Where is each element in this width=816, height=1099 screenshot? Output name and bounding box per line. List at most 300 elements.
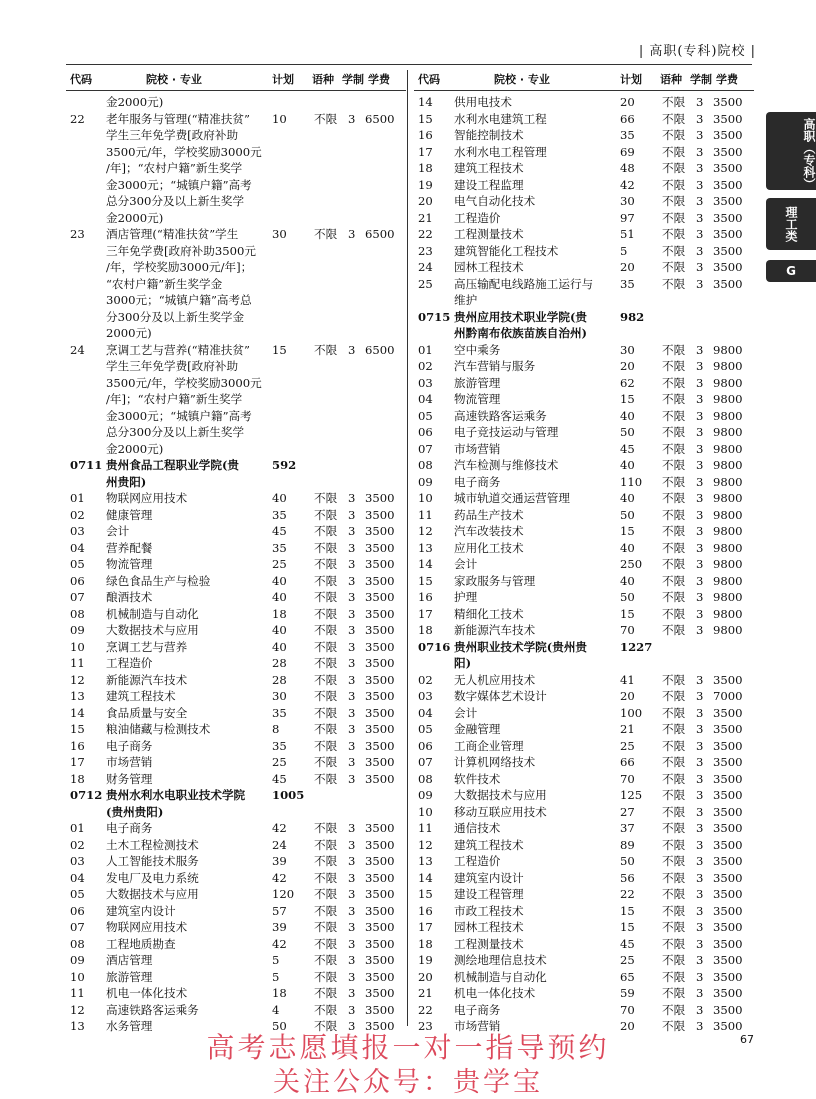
row-fee: 3500: [713, 738, 743, 753]
row-years: 3: [348, 755, 356, 769]
row-fee: 3500: [365, 755, 395, 769]
row-code: 02: [70, 837, 85, 852]
row-fee: 3500: [713, 227, 743, 241]
row-fee: 3500: [365, 540, 395, 555]
row-fee: 9800: [713, 458, 743, 472]
row-fee: 3500: [713, 821, 743, 835]
school-row: [414, 325, 754, 342]
row-code: 10: [70, 969, 85, 984]
row-code: 09: [418, 474, 433, 489]
row-code: 16: [418, 903, 433, 918]
row-lang: 不限: [662, 788, 686, 802]
row-name: 数字媒体艺术设计: [454, 689, 547, 703]
row-years: 3: [696, 243, 704, 258]
row-fee: 3500: [713, 210, 743, 225]
row-plan: 4: [272, 1002, 280, 1017]
row-name: 智能控制技术: [454, 128, 524, 142]
row-plan: 1005: [272, 788, 305, 802]
row-code: 14: [418, 95, 433, 109]
row-plan: 40: [272, 573, 287, 588]
row-lang: 不限: [314, 557, 338, 571]
row-plan: 40: [272, 623, 287, 637]
row-name: 物联网应用技术: [106, 920, 188, 934]
row-code: 17: [418, 606, 433, 621]
row-years: 3: [348, 705, 356, 720]
table-row: [66, 325, 406, 342]
row-code: 09: [418, 788, 433, 802]
row-name: 金2000元): [106, 95, 164, 109]
row-name: 市场营销: [106, 755, 153, 769]
row-years: 3: [696, 375, 704, 390]
row-lang: 不限: [314, 936, 338, 951]
row-plan: 250: [620, 557, 643, 571]
row-plan: 10: [272, 111, 287, 126]
row-code: 03: [70, 524, 85, 538]
row-lang: 不限: [662, 359, 686, 373]
header-years: 学制: [342, 73, 364, 86]
row-name: 州贵阳): [106, 474, 147, 489]
row-code: 22: [418, 227, 433, 241]
table-row: [414, 226, 754, 243]
header-code: 代码: [418, 73, 440, 86]
row-plan: 35: [272, 507, 287, 522]
row-lang: 不限: [314, 689, 338, 703]
row-name: 高压输配电线路施工运行与: [454, 276, 594, 291]
table-row: [66, 771, 406, 788]
row-name: 酒店管理(“精准扶贫”学生: [106, 227, 239, 241]
row-code: 23: [418, 1019, 433, 1033]
row-years: 3: [696, 623, 704, 637]
header-plan: 计划: [620, 73, 642, 86]
row-code: 01: [70, 491, 85, 505]
row-plan: 20: [620, 260, 635, 274]
row-years: 3: [696, 1002, 704, 1017]
row-fee: 9800: [713, 408, 743, 423]
table-row: [66, 441, 406, 458]
row-years: 3: [348, 969, 356, 984]
table-row: [66, 507, 406, 524]
row-plan: 45: [272, 524, 287, 538]
row-fee: 9800: [713, 375, 743, 390]
row-fee: 9800: [713, 623, 743, 637]
row-name: 通信技术: [454, 821, 501, 835]
row-fee: 3500: [365, 903, 395, 918]
row-years: 3: [696, 441, 704, 456]
header-lang: 语种: [660, 73, 682, 86]
row-code: 02: [418, 672, 433, 687]
right-column-header: [414, 70, 754, 90]
row-plan: 50: [620, 590, 635, 604]
table-row: [66, 342, 406, 359]
table-row: [66, 919, 406, 936]
row-name: 3000元；“城镇户籍”高考总: [106, 293, 252, 307]
row-plan: 120: [272, 887, 295, 901]
row-years: 3: [348, 573, 356, 588]
table-row: [414, 94, 754, 111]
header-years: 学制: [690, 73, 712, 86]
row-code: 16: [70, 738, 85, 753]
row-name: 金融管理: [454, 722, 501, 736]
row-code: 11: [70, 656, 85, 670]
row-fee: 9800: [713, 524, 743, 538]
row-code: 11: [418, 507, 433, 522]
row-lang: 不限: [662, 986, 686, 1000]
row-lang: 不限: [662, 260, 686, 274]
row-fee: 3500: [713, 887, 743, 901]
row-years: 3: [696, 408, 704, 423]
row-plan: 50: [620, 507, 635, 522]
row-fee: 9800: [713, 425, 743, 439]
row-name: 药品生产技术: [454, 507, 524, 522]
table-row: [66, 358, 406, 375]
row-name: 烹调工艺与营养(“精准扶贫”: [106, 342, 250, 357]
row-name: 机电一体化技术: [454, 986, 536, 1000]
row-years: 3: [348, 986, 356, 1000]
row-years: 3: [696, 524, 704, 538]
watermark-line-1: 高考志愿填报一对一指导预约: [206, 1031, 610, 1064]
row-name: 电子商务: [454, 1002, 501, 1017]
table-row: [414, 837, 754, 854]
row-code: 08: [70, 606, 85, 621]
row-plan: 22: [620, 887, 635, 901]
header-code: 代码: [70, 73, 92, 86]
row-code: 20: [418, 969, 433, 984]
row-plan: 20: [620, 359, 635, 373]
row-years: 3: [696, 887, 704, 901]
row-plan: 1227: [620, 639, 653, 654]
row-name: 机械制造与自动化: [454, 969, 547, 984]
row-years: 3: [696, 738, 704, 753]
row-name: 空中乘务: [454, 342, 501, 357]
row-code: 03: [418, 375, 433, 390]
row-lang: 不限: [314, 854, 338, 868]
row-lang: 不限: [662, 441, 686, 456]
row-name: (贵州贵阳): [106, 804, 164, 819]
header-lang: 语种: [312, 73, 334, 86]
row-name: 机电一体化技术: [106, 986, 188, 1000]
row-plan: 56: [620, 870, 635, 885]
row-plan: 50: [620, 425, 635, 439]
row-plan: 50: [272, 1019, 287, 1033]
row-plan: 50: [620, 854, 635, 868]
row-plan: 40: [620, 458, 635, 472]
row-plan: 35: [272, 540, 287, 555]
row-lang: 不限: [314, 837, 338, 852]
row-name: 金2000元): [106, 210, 164, 225]
row-lang: 不限: [662, 837, 686, 852]
row-plan: 40: [620, 408, 635, 423]
row-fee: 7000: [713, 689, 743, 703]
table-row: [414, 903, 754, 920]
row-fee: 3500: [365, 672, 395, 687]
table-row: [66, 391, 406, 408]
row-lang: 不限: [662, 227, 686, 241]
row-lang: 不限: [662, 524, 686, 538]
row-code: 08: [70, 936, 85, 951]
table-row: [414, 672, 754, 689]
row-fee: 3500: [713, 969, 743, 984]
row-fee: 9800: [713, 491, 743, 505]
row-years: 3: [348, 557, 356, 571]
row-fee: 3500: [365, 870, 395, 885]
table-row: [414, 969, 754, 986]
row-name: 建筑室内设计: [106, 903, 176, 918]
row-code: 05: [418, 722, 433, 736]
row-lang: 不限: [314, 590, 338, 604]
row-fee: 3500: [713, 788, 743, 802]
row-name: 建筑工程技术: [454, 161, 524, 175]
row-plan: 28: [272, 672, 287, 687]
row-code: 18: [418, 161, 433, 175]
row-name: 金2000元): [106, 441, 164, 456]
table-row: [414, 606, 754, 623]
row-name: 大数据技术与应用: [106, 623, 199, 637]
row-years: 3: [348, 738, 356, 753]
row-plan: 51: [620, 227, 635, 241]
row-plan: 125: [620, 788, 643, 802]
row-code: 23: [418, 243, 433, 258]
row-name: 3500元/年，学校奖励3000元: [106, 144, 262, 159]
row-name: /年，学校奖励3000元/年]；: [106, 260, 253, 274]
row-name: 建设工程监理: [454, 177, 524, 192]
table-row: [66, 886, 406, 903]
row-plan: 100: [620, 705, 643, 720]
row-lang: 不限: [662, 474, 686, 489]
row-plan: 110: [620, 474, 643, 489]
row-name: 贵州职业技术学院(贵州贵: [454, 639, 588, 654]
row-name: 移动互联应用技术: [454, 804, 547, 819]
row-fee: 3500: [365, 590, 395, 604]
row-code: 06: [418, 738, 433, 753]
row-code: 12: [418, 524, 433, 538]
row-name: 建筑工程技术: [454, 837, 524, 852]
row-plan: 40: [620, 573, 635, 588]
row-years: 3: [348, 771, 356, 786]
row-code: 13: [70, 689, 85, 703]
row-code: 19: [418, 953, 433, 967]
row-name: 高速铁路客运乘务: [454, 408, 547, 423]
row-years: 3: [696, 161, 704, 175]
row-name: 贵州水利水电职业技术学院: [106, 788, 246, 802]
row-years: 3: [696, 111, 704, 126]
row-name: 食品质量与安全: [106, 705, 188, 720]
row-code: 16: [418, 128, 433, 142]
row-lang: 不限: [662, 606, 686, 621]
row-years: 3: [696, 458, 704, 472]
row-fee: 9800: [713, 441, 743, 456]
row-lang: 不限: [314, 953, 338, 967]
row-code: 18: [418, 936, 433, 951]
row-fee: 9800: [713, 342, 743, 357]
row-plan: 21: [620, 722, 635, 736]
row-name: 大数据技术与应用: [106, 887, 199, 901]
row-code: 09: [70, 623, 85, 637]
row-fee: 6500: [365, 227, 395, 241]
row-name: 分300分及以上新生奖学金: [106, 309, 245, 324]
table-row: [66, 556, 406, 573]
row-name: 新能源汽车技术: [454, 623, 536, 637]
row-code: 03: [418, 689, 433, 703]
row-code: 02: [418, 359, 433, 373]
row-lang: 不限: [314, 771, 338, 786]
row-plan: 15: [620, 524, 635, 538]
row-fee: 9800: [713, 359, 743, 373]
row-years: 3: [696, 260, 704, 274]
table-row: [414, 738, 754, 755]
row-lang: 不限: [314, 1002, 338, 1017]
row-name: 会计: [106, 524, 130, 538]
row-years: 3: [348, 524, 356, 538]
row-plan: 25: [272, 557, 287, 571]
table-row: [414, 507, 754, 524]
row-fee: 3500: [365, 623, 395, 637]
row-plan: 97: [620, 210, 635, 225]
row-fee: 3500: [713, 243, 743, 258]
row-name: 营养配餐: [106, 540, 153, 555]
table-row: [66, 952, 406, 969]
row-lang: 不限: [662, 755, 686, 769]
row-years: 3: [348, 870, 356, 885]
row-name: 老年服务与管理(“精准扶贫”: [106, 111, 250, 126]
table-row: [66, 127, 406, 144]
row-years: 3: [348, 639, 356, 654]
row-name: 汽车检测与维修技术: [454, 458, 559, 472]
row-name: 阳): [454, 656, 472, 670]
table-row: [66, 903, 406, 920]
row-lang: 不限: [662, 573, 686, 588]
row-code: 0716: [418, 639, 451, 654]
row-fee: 3500: [365, 887, 395, 901]
row-plan: 70: [620, 771, 635, 786]
row-years: 3: [696, 557, 704, 571]
row-name: 工程测量技术: [454, 936, 524, 951]
row-plan: 66: [620, 111, 635, 126]
row-fee: 3500: [713, 755, 743, 769]
row-plan: 69: [620, 144, 635, 159]
row-fee: 3500: [365, 524, 395, 538]
row-years: 3: [696, 672, 704, 687]
table-row: [66, 160, 406, 177]
row-plan: 89: [620, 837, 635, 852]
table-row: [66, 276, 406, 293]
row-fee: 3500: [713, 903, 743, 918]
row-name: 酒店管理: [106, 953, 153, 967]
row-name: 财务管理: [106, 771, 153, 786]
row-fee: 3500: [713, 276, 743, 291]
row-years: 3: [696, 144, 704, 159]
row-fee: 3500: [365, 705, 395, 720]
row-code: 08: [418, 771, 433, 786]
table-row: [414, 111, 754, 128]
row-lang: 不限: [662, 705, 686, 720]
table-row: [66, 936, 406, 953]
row-name: 发电厂及电力系统: [106, 870, 199, 885]
row-fee: 3500: [713, 854, 743, 868]
row-fee: 6500: [365, 342, 395, 357]
row-fee: 3500: [365, 1019, 395, 1033]
row-lang: 不限: [662, 95, 686, 109]
table-row: [414, 160, 754, 177]
header-fee: 学费: [368, 73, 390, 86]
row-years: 3: [696, 194, 704, 208]
row-lang: 不限: [314, 623, 338, 637]
table-row: [414, 276, 754, 293]
row-lang: 不限: [662, 870, 686, 885]
row-name: 市场营销: [454, 441, 501, 456]
right-column: [414, 70, 754, 1035]
row-fee: 3500: [365, 738, 395, 753]
table-row: [414, 573, 754, 590]
row-fee: 3500: [713, 722, 743, 736]
row-lang: 不限: [314, 507, 338, 522]
row-plan: 35: [620, 276, 635, 291]
column-divider: [407, 70, 408, 1026]
school-row: [66, 457, 406, 474]
row-code: 07: [418, 441, 433, 456]
row-years: 3: [696, 276, 704, 291]
table-row: [414, 870, 754, 887]
row-plan: 24: [272, 837, 287, 852]
row-code: 07: [70, 920, 85, 934]
table-row: [66, 111, 406, 128]
row-years: 3: [696, 969, 704, 984]
row-years: 3: [348, 887, 356, 901]
row-fee: 3500: [365, 920, 395, 934]
row-fee: 3500: [713, 936, 743, 951]
page-number: 67: [740, 1033, 754, 1046]
table-row: [414, 490, 754, 507]
table-row: [414, 787, 754, 804]
row-plan: 30: [620, 342, 635, 357]
row-years: 3: [696, 689, 704, 703]
row-fee: 3500: [713, 1019, 743, 1033]
row-years: 3: [348, 656, 356, 670]
table-row: [66, 837, 406, 854]
school-row: [66, 474, 406, 491]
row-lang: 不限: [314, 573, 338, 588]
header-underline: [66, 90, 406, 91]
row-years: 3: [696, 771, 704, 786]
row-code: 06: [70, 903, 85, 918]
row-plan: 40: [620, 540, 635, 555]
row-lang: 不限: [662, 1019, 686, 1033]
side-tab-category: 高职（专科）: [766, 112, 816, 190]
row-plan: 48: [620, 161, 635, 175]
row-fee: 3500: [713, 111, 743, 126]
row-name: 土木工程检测技术: [106, 837, 199, 852]
row-name: 健康管理: [106, 507, 153, 522]
row-lang: 不限: [662, 243, 686, 258]
table-row: [66, 870, 406, 887]
left-column-header: [66, 70, 406, 90]
row-code: 10: [418, 491, 433, 505]
row-name: 物流管理: [454, 392, 501, 406]
row-years: 3: [348, 689, 356, 703]
row-plan: 37: [620, 821, 635, 835]
row-fee: 3500: [365, 936, 395, 951]
row-lang: 不限: [314, 491, 338, 505]
table-row: [66, 721, 406, 738]
table-row: [66, 688, 406, 705]
row-name: 护理: [454, 590, 478, 604]
row-lang: 不限: [662, 738, 686, 753]
row-name: 旅游管理: [454, 375, 501, 390]
row-years: 3: [348, 903, 356, 918]
row-name: 州黔南布依族苗族自治州): [454, 326, 588, 340]
row-lang: 不限: [314, 672, 338, 687]
row-plan: 40: [620, 491, 635, 505]
table-row: [414, 243, 754, 260]
